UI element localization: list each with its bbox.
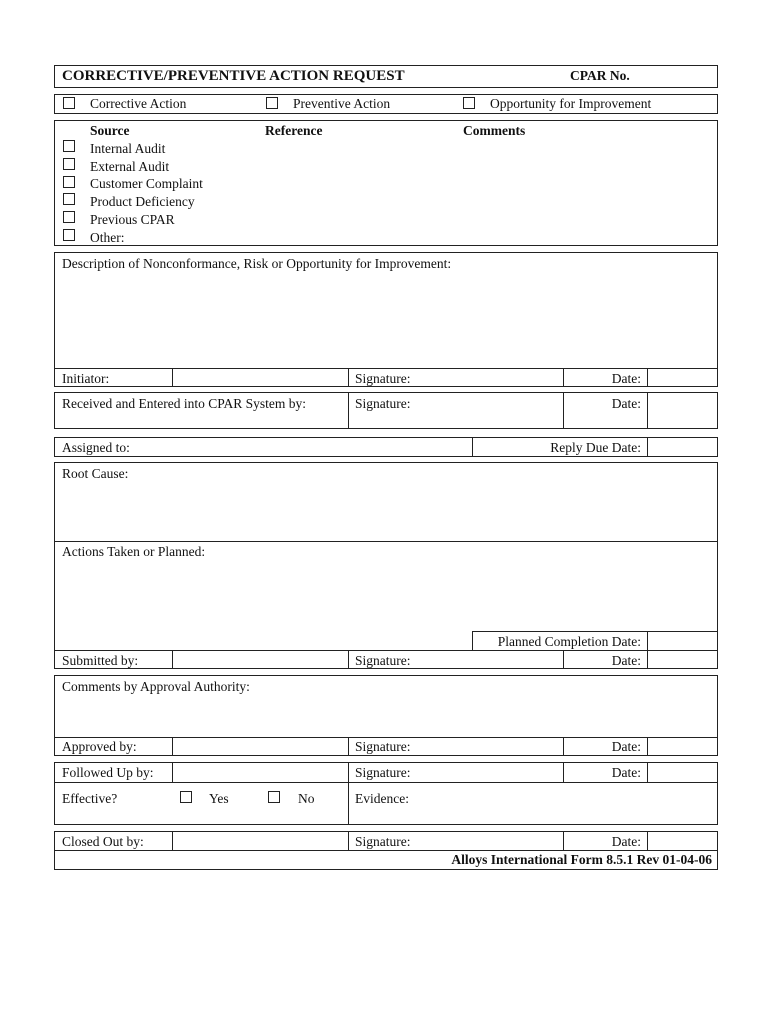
corrective-action-checkbox[interactable] (63, 97, 75, 109)
cpar-no-field[interactable] (640, 67, 716, 86)
received-date-field[interactable] (649, 394, 716, 427)
divider (172, 762, 173, 782)
submitted-signature-label: Signature: (355, 653, 411, 668)
internal-audit-checkbox[interactable] (63, 140, 75, 152)
form-identifier: Alloys International Form 8.5.1 Rev 01-04-06 (451, 852, 712, 867)
previous-cpar-label: Previous CPAR (90, 212, 175, 227)
closed-date-field[interactable] (649, 832, 716, 849)
root-cause-field[interactable] (56, 484, 716, 540)
submitted-field[interactable] (174, 651, 346, 668)
initiator-field[interactable] (174, 369, 346, 386)
product-deficiency-label: Product Deficiency (90, 194, 195, 209)
divider (54, 782, 718, 783)
evidence-label: Evidence: (355, 791, 409, 806)
comments-header: Comments (463, 123, 526, 138)
form-title: CORRECTIVE/PREVENTIVE ACTION REQUEST (62, 68, 405, 84)
previous-cpar-checkbox[interactable] (63, 211, 75, 223)
approved-signature-label: Signature: (355, 739, 411, 754)
initiator-date-label: Date: (611, 371, 641, 386)
other-label: Other: (90, 230, 125, 245)
internal-audit-label: Internal Audit (90, 141, 166, 156)
divider (172, 737, 173, 756)
submitted-label: Submitted by: (62, 653, 139, 668)
divider (54, 850, 718, 851)
divider (172, 368, 173, 387)
approved-label: Approved by: (62, 739, 137, 754)
description-label: Description of Nonconformance, Risk or Opportunity for Improvement: (62, 256, 452, 271)
planned-completion-field[interactable] (649, 632, 716, 649)
divider (647, 762, 648, 782)
source-header: Source (90, 123, 130, 138)
corrective-action-label: Corrective Action (90, 96, 187, 111)
divider (348, 392, 349, 429)
initiator-label: Initiator: (62, 371, 110, 386)
closed-date-label: Date: (611, 834, 641, 849)
description-field[interactable] (56, 275, 716, 367)
divider (172, 650, 173, 669)
actions-field[interactable] (56, 562, 716, 630)
divider (54, 541, 718, 542)
received-date-label: Date: (611, 396, 641, 411)
divider (348, 650, 349, 669)
divider (647, 831, 648, 850)
divider (54, 368, 718, 369)
effective-yes-checkbox[interactable] (180, 791, 192, 803)
approved-date-label: Date: (611, 739, 641, 754)
divider (172, 831, 173, 850)
external-audit-checkbox[interactable] (63, 158, 75, 170)
closed-signature-label: Signature: (355, 834, 411, 849)
divider (348, 831, 349, 850)
reply-due-label: Reply Due Date: (550, 440, 641, 455)
divider (54, 650, 718, 651)
reply-due-field[interactable] (649, 439, 716, 455)
product-deficiency-checkbox[interactable] (63, 193, 75, 205)
divider (348, 368, 349, 387)
customer-complaint-checkbox[interactable] (63, 176, 75, 188)
followed-field[interactable] (174, 763, 346, 781)
followed-date-label: Date: (611, 765, 641, 780)
effective-no-label: No (298, 791, 315, 806)
closed-field[interactable] (174, 832, 346, 849)
cpar-no-label: CPAR No. (570, 68, 630, 83)
divider (647, 437, 648, 457)
external-audit-label: External Audit (90, 159, 170, 174)
opportunity-checkbox[interactable] (463, 97, 475, 109)
root-cause-label: Root Cause: (62, 466, 129, 481)
other-checkbox[interactable] (63, 229, 75, 241)
received-label: Received and Entered into CPAR System by: (62, 396, 306, 411)
divider (647, 392, 648, 429)
preventive-action-checkbox[interactable] (266, 97, 278, 109)
initiator-signature-label: Signature: (355, 371, 411, 386)
effective-yes-label: Yes (209, 791, 229, 806)
received-signature-label: Signature: (355, 396, 411, 411)
assigned-label: Assigned to: (62, 440, 130, 455)
submitted-date-label: Date: (611, 653, 641, 668)
effective-no-checkbox[interactable] (268, 791, 280, 803)
divider (54, 737, 718, 738)
followed-label: Followed Up by: (62, 765, 154, 780)
customer-complaint-label: Customer Complaint (90, 176, 203, 191)
initiator-date-field[interactable] (649, 369, 716, 386)
divider (647, 368, 648, 387)
actions-label: Actions Taken or Planned: (62, 544, 206, 559)
approved-field[interactable] (174, 738, 346, 755)
preventive-action-label: Preventive Action (293, 96, 391, 111)
approved-date-field[interactable] (649, 738, 716, 755)
opportunity-label: Opportunity for Improvement (490, 96, 652, 111)
followed-date-field[interactable] (649, 763, 716, 781)
assigned-field[interactable] (140, 439, 470, 455)
approval-comments-field[interactable] (56, 697, 716, 736)
divider (348, 737, 349, 756)
approval-comments-label: Comments by Approval Authority: (62, 679, 250, 694)
planned-completion-label: Planned Completion Date: (497, 634, 641, 649)
divider (647, 737, 648, 756)
evidence-field[interactable] (415, 784, 716, 823)
followed-signature-label: Signature: (355, 765, 411, 780)
closed-label: Closed Out by: (62, 834, 144, 849)
submitted-date-field[interactable] (649, 651, 716, 668)
effective-label: Effective? (62, 791, 118, 806)
divider (348, 762, 349, 825)
reference-header: Reference (265, 123, 323, 138)
